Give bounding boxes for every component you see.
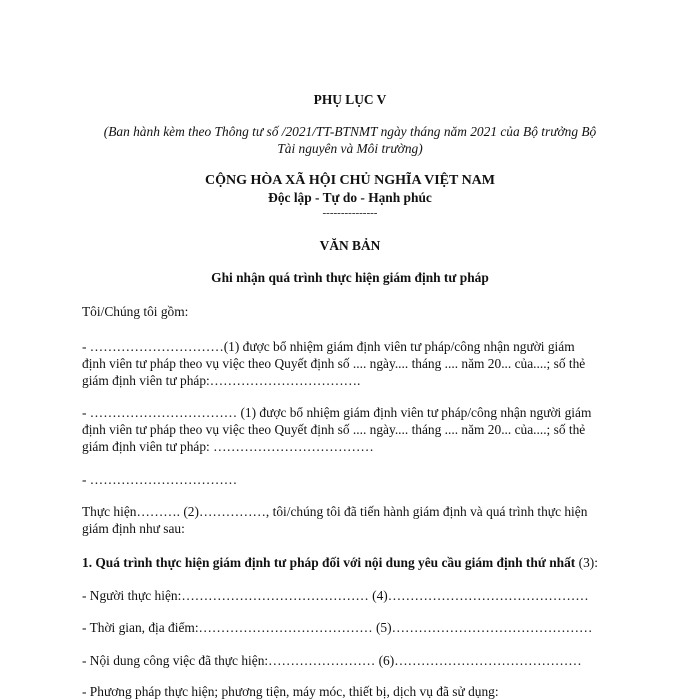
execution-line-2: giám định như sau: <box>82 521 185 536</box>
execution-line-1: Thực hiện………. (2)……………, tôi/chúng tôi đã tiến hành giám định và quá trình thực hiện <box>82 504 588 519</box>
time-place-line: - Thời gian, địa điểm:………………………………… (5)……………………………………… <box>82 620 593 635</box>
member-1-line-2: định viên tư pháp theo vụ việc theo Quyết định số .... ngày.... tháng .... năm 20... của....; số thẻ <box>82 356 586 371</box>
member-2-line-2: định viên tư pháp theo vụ việc theo Quyết định số .... ngày.... tháng .... năm 20... của....; số thẻ <box>82 422 586 437</box>
section-1-heading-text: 1. Quá trình thực hiện giám định tư pháp đối với nội dung yêu cầu giám định thứ nhất <box>82 555 576 570</box>
member-1-line-1: - …………………………(1) được bổ nhiệm giám định viên tư pháp/công nhận người giám <box>82 339 575 354</box>
national-motto: Độc lập - Tự do - Hạnh phúc <box>268 190 432 205</box>
work-done-line: - Nội dung công việc đã thực hiện:…………………… (6)…………………………………… <box>82 653 582 668</box>
member-2-line-1: - …………………………… (1) được bổ nhiệm giám định viên tư pháp/công nhận người giám <box>82 405 592 420</box>
member-3-line: - …………………………… <box>82 472 238 487</box>
country-name: CỘNG HÒA XÃ HỘI CHỦ NGHĨA VIỆT NAM <box>204 173 495 188</box>
performer-line: - Người thực hiện:…………………………………… (4)……………………………………… <box>82 588 589 603</box>
issuance-note-line-2: Tài nguyên và Môi trường) <box>277 141 423 156</box>
member-1-line-3: giám định viên tư pháp:……………………………. <box>82 373 361 388</box>
appendix-title: PHỤ LỤC V <box>313 92 387 107</box>
member-2-line-3: giám định viên tư pháp: ……………………………… <box>82 439 374 454</box>
intro-line: Tôi/Chúng tôi gồm: <box>82 304 189 319</box>
methods-line: - Phương pháp thực hiện; phương tiện, máy móc, thiết bị, dịch vụ đã sử dụng: <box>82 684 499 699</box>
document-subject: Ghi nhận quá trình thực hiện giám định tư pháp <box>211 270 489 285</box>
document-type: VĂN BẢN <box>319 238 381 253</box>
motto-separator: --------------- <box>322 207 378 219</box>
issuance-note-line-1: (Ban hành kèm theo Thông tư số /2021/TT-BTNMT ngày tháng năm 2021 của Bộ trưởng Bộ <box>103 124 597 139</box>
section-1-heading-note: (3): <box>575 555 598 570</box>
section-1-heading <box>82 555 598 571</box>
